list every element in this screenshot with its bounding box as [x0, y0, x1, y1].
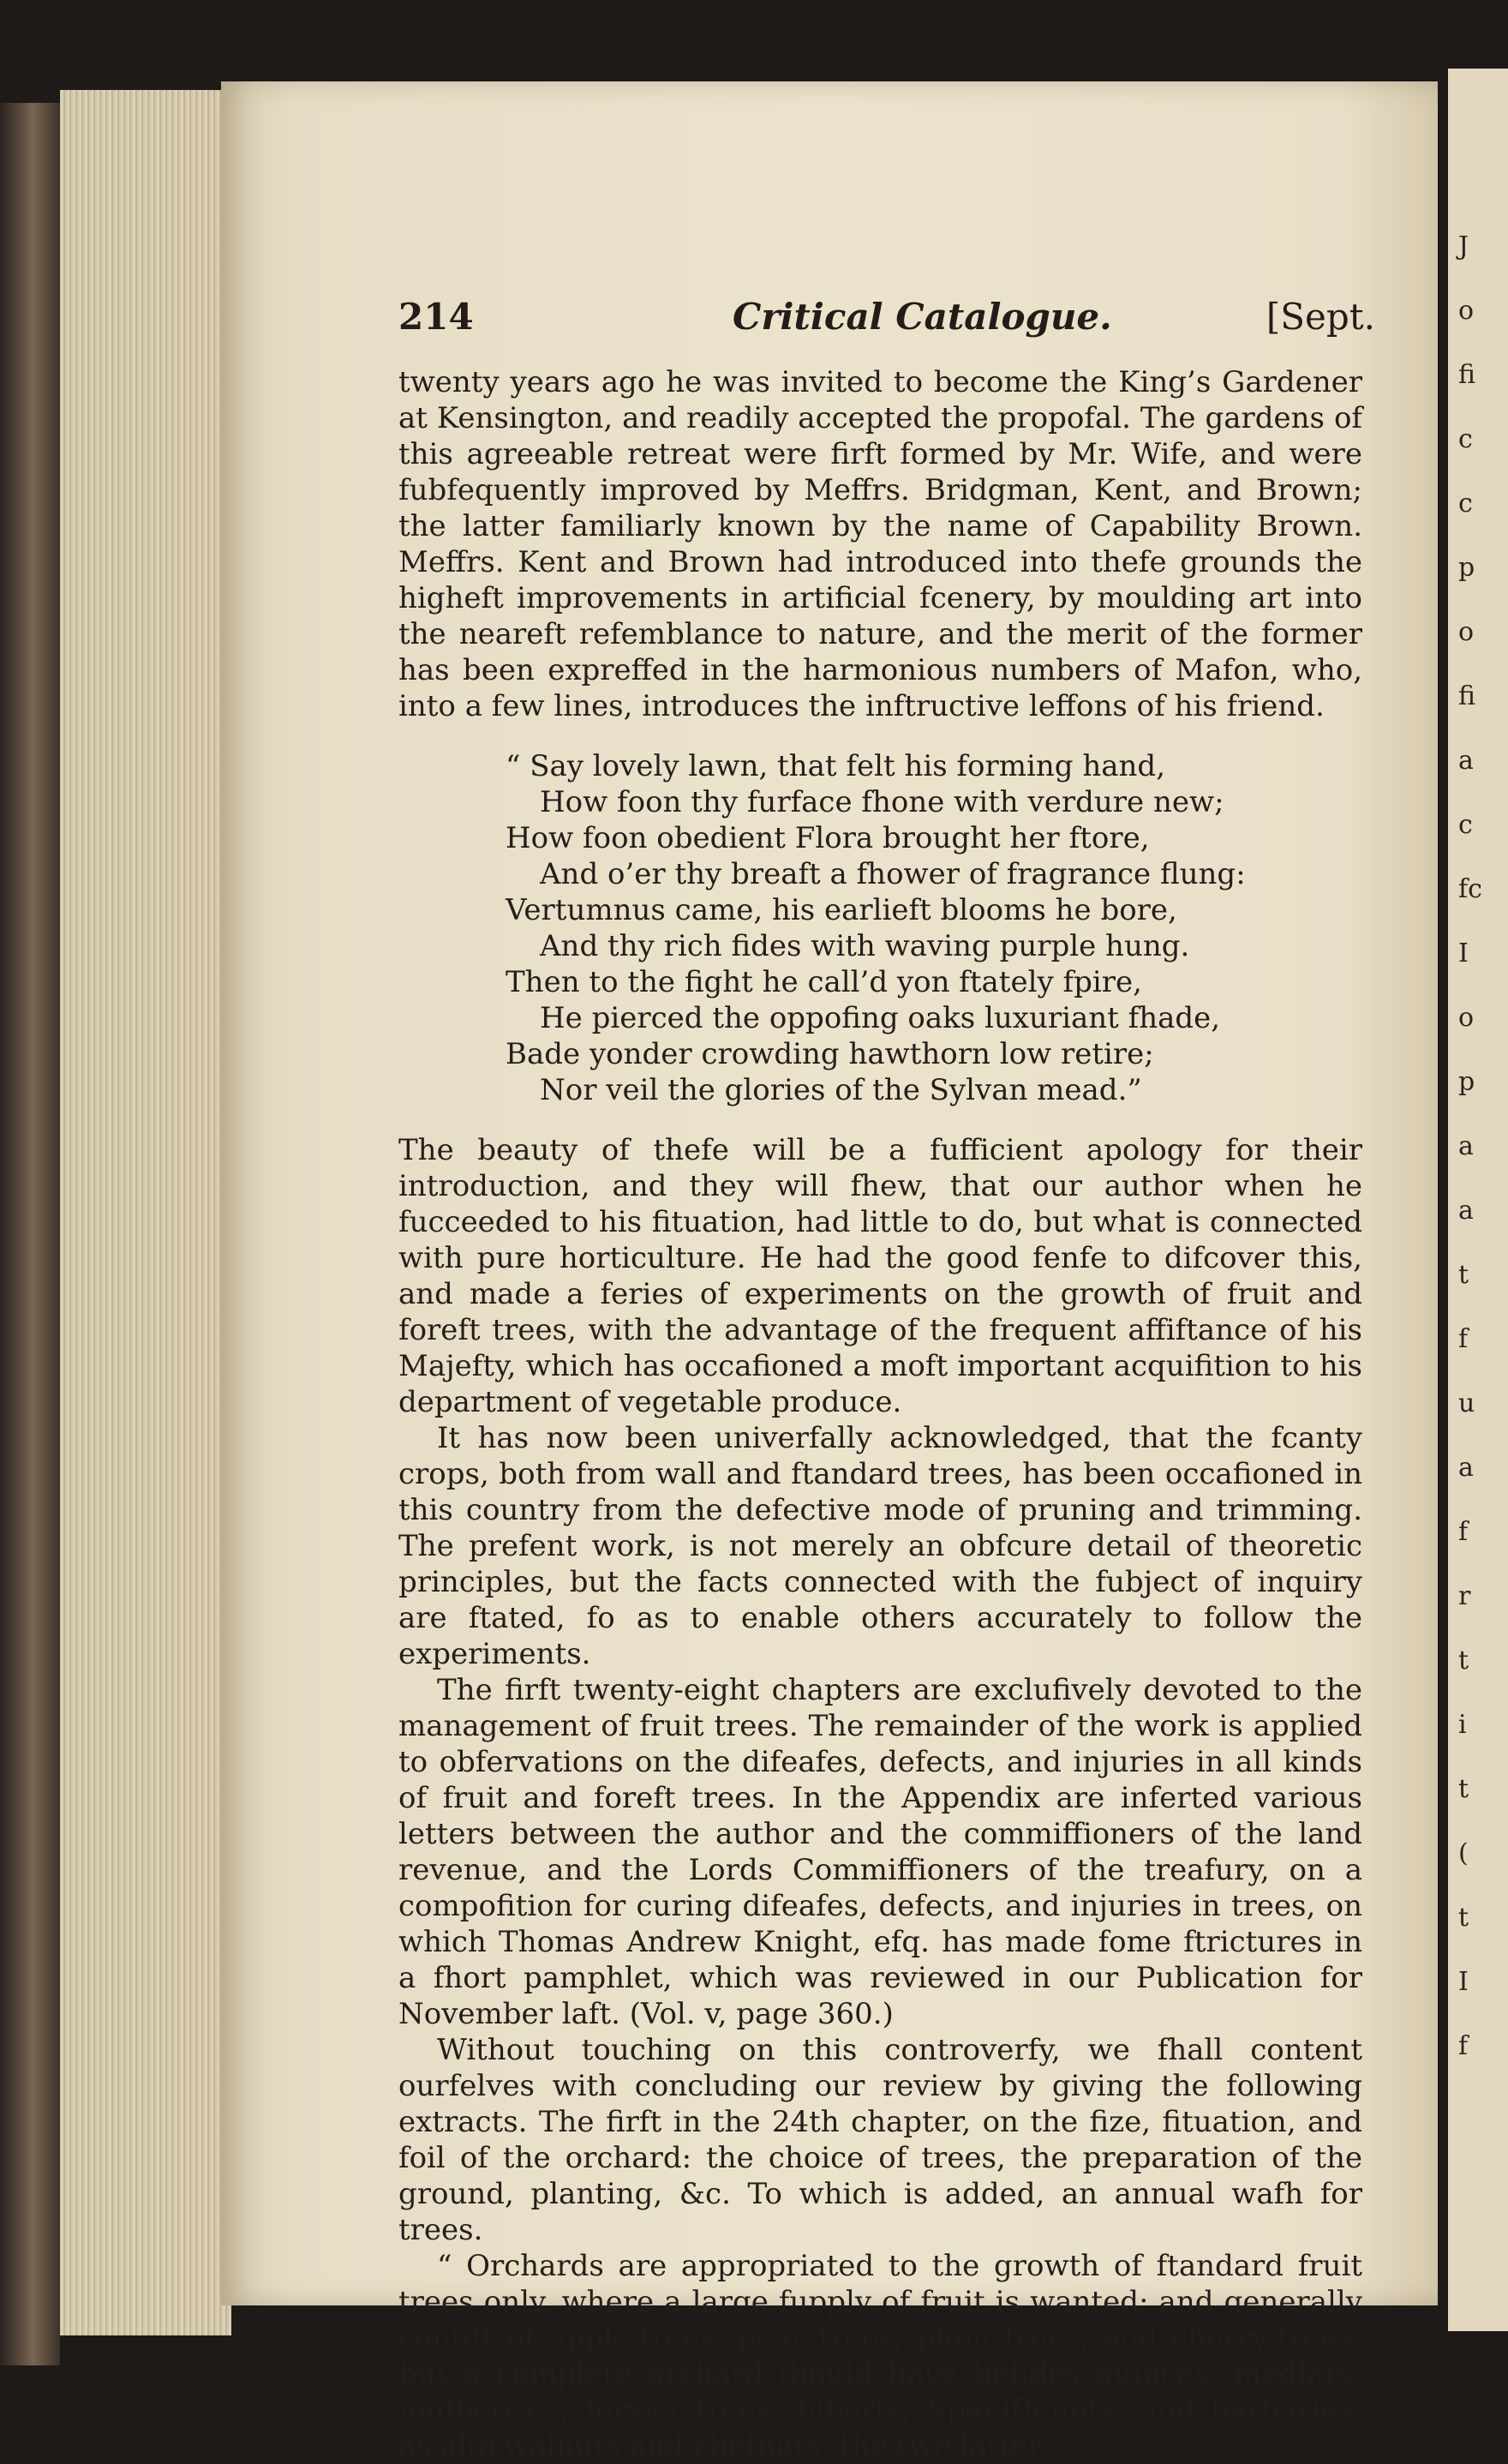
- paragraph: “ Orchards are appropriated to the growth of ftandard fruit trees only, where a large fupply of fruit is wanted; and generally confift of apple-trees, pear trees, plum trees, and cherry-trees; but a complete orchard fhould have befides quinces, medlars, mulberries, fervice-trees, filberts, Spanifh-nuts, and barbaries; as alfo walnuts and chefnuts; the two latter: [398, 2249, 1362, 2463]
- facing-page-fragment: i: [1458, 1710, 1467, 1740]
- facing-page-fragment: c: [1458, 810, 1473, 840]
- running-title: Critical Catalogue.: [733, 296, 1112, 338]
- page-stack-edge: [60, 90, 231, 2335]
- poem-line: Vertumnus came, his earlieft blooms he bore,: [506, 893, 1177, 927]
- facing-page-fragment: I: [1458, 938, 1469, 968]
- paragraph: The beauty of thefe will be a fufficient apology for their introduction, and they will fhew, that our author when he fucceeded to his fituation, had little to do, but what is connected with pure horticulture. He had the good fenfe to difcover this, and made a feries of experiments on the growth of fruit and foreft trees, with the advantage of the frequent affiftance of his Majefty, which has occafioned a moft important acquifition to his department of vegetable produce.: [398, 1133, 1362, 1419]
- facing-page-fragment: c: [1458, 424, 1473, 454]
- facing-page-fragment: a: [1458, 746, 1474, 776]
- facing-page-fragment: a: [1458, 1131, 1474, 1161]
- facing-page-fragment: c: [1458, 489, 1473, 519]
- page-header: [398, 296, 1375, 347]
- facing-page-fragment: o: [1458, 296, 1475, 326]
- poem-line: Then to the fight he call’d yon ftately fpire,: [506, 965, 1142, 999]
- poem-line: How foon thy furface fhone with verdure new;: [540, 785, 1224, 819]
- facing-page-fragment: t: [1458, 1774, 1469, 1804]
- facing-page-fragment: a: [1458, 1196, 1474, 1226]
- page-number: 214: [398, 296, 474, 338]
- body-text: [398, 364, 1362, 2464]
- poem-line: How foon obedient Flora brought her ftore,: [506, 821, 1150, 855]
- facing-page-fragment: t: [1458, 1260, 1469, 1290]
- paragraph: Without touching on this controverfy, we fhall content ourfelves with concluding our review by giving the following extracts. The firft in the 24th chapter, on the fize, fituation, and foil of the orchard: the choice of trees, the preparation of the ground, planting, &c. To which is added, an annual wafh for trees.: [398, 2033, 1362, 2247]
- poem-line: And thy rich fides with waving purple hung.: [540, 929, 1190, 963]
- facing-page-fragment: fi: [1458, 360, 1476, 390]
- facing-page-fragment: I: [1458, 1967, 1469, 1997]
- paragraph: twenty years ago he was invited to become the King’s Gardener at Kensington, and readily accepted the propofal. The gardens of this agreeable retreat were firft formed by Mr. Wife, and were fubfequently improved by Meffrs. Bridgman, Kent, and Brown; the latter familiarly known by the name of Capability Brown. Meffrs. Kent and Brown had introduced into thefe grounds the higheft improvements in artificial fcenery, by moulding art into the neareft refemblance to nature, and the merit of the former has been expreffed in the harmonious numbers of Mafon, who, into a few lines, introduces the inftructive leffons of his friend.: [398, 365, 1362, 723]
- facing-page-fragment: u: [1458, 1388, 1475, 1418]
- facing-page-fragment: o: [1458, 1003, 1475, 1033]
- facing-page-edge: [1448, 69, 1508, 2331]
- facing-page-fragment: p: [1458, 1067, 1475, 1097]
- book-cover-edge: [0, 103, 60, 2365]
- facing-page-fragment: fc: [1458, 874, 1482, 904]
- poem-line: Bade yonder crowding hawthorn low retire;: [506, 1037, 1154, 1071]
- facing-page-fragment: f: [1458, 1324, 1469, 1354]
- poem-line: He pierced the oppofing oaks luxuriant fhade,: [540, 1001, 1221, 1035]
- quoted-poem: [506, 748, 1362, 1108]
- paragraph: It has now been univerfally acknowledged, that the fcanty crops, both from wall and ftandard trees, has been occafioned in this country from the defective mode of pruning and trimming. The prefent work, is not merely an obfcure detail of theoretic principles, but the facts connected with the fubject of inquiry are ftated, fo as to enable others accurately to follow the experiments.: [398, 1421, 1362, 1671]
- running-date: [Sept.: [1266, 296, 1375, 338]
- poem-line: Nor veil the glories of the Sylvan mead.”: [540, 1073, 1142, 1107]
- facing-page-fragment: fi: [1458, 681, 1476, 711]
- facing-page-fragment: J: [1458, 231, 1469, 261]
- facing-page-fragment: f: [1458, 2031, 1469, 2061]
- paragraph: The firft twenty-eight chapters are exclufively devoted to the management of fruit trees. The remainder of the work is applied to obfervations on the difeafes, defects, and injuries in all kinds of fruit and foreft trees. In the Appendix are inferted various letters between the author and the commiffioners of the land revenue, and the Lords Commiffioners of the treafury, on a compofition for curing difeafes, defects, and injuries in trees, on which Thomas Andrew Knight, efq. has made fome ftrictures in a fhort pamphlet, which was reviewed in our Publication for November laft. (Vol. v, page 360.): [398, 1673, 1362, 2031]
- facing-page-fragment: p: [1458, 553, 1475, 583]
- facing-page-fragment: t: [1458, 1646, 1469, 1676]
- facing-page-fragment: (: [1458, 1838, 1469, 1868]
- facing-page-fragment: o: [1458, 617, 1475, 647]
- facing-page-fragment: a: [1458, 1453, 1474, 1483]
- facing-page-fragment: r: [1458, 1581, 1471, 1611]
- poem-line: And o’er thy breaft a fhower of fragrance flung:: [540, 857, 1246, 891]
- poem-line: “ Say lovely lawn, that felt his forming hand,: [506, 749, 1165, 783]
- facing-page-fragment: f: [1458, 1517, 1469, 1547]
- facing-page-fragment: t: [1458, 1903, 1469, 1933]
